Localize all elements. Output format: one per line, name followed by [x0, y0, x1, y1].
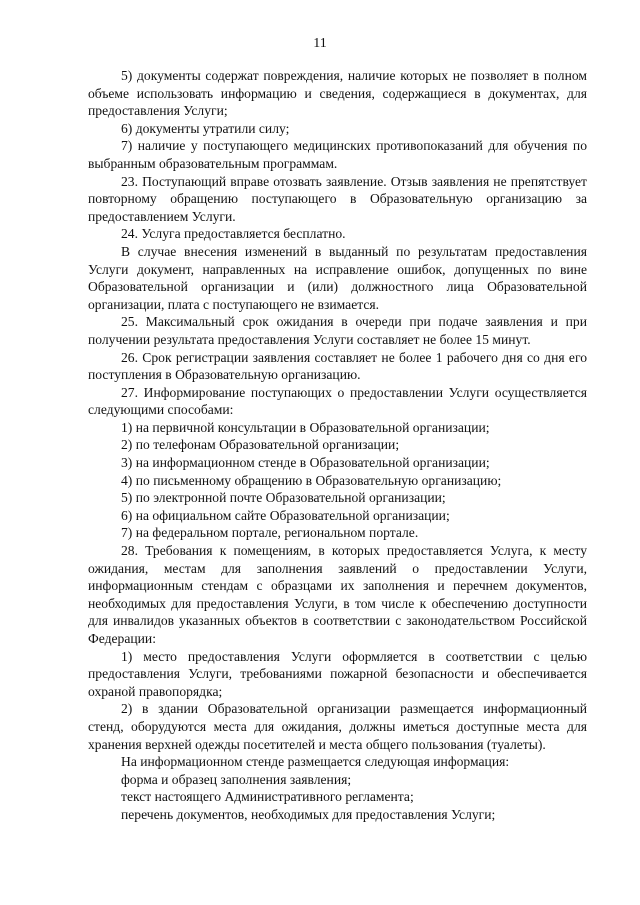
paragraph-28: 28. Требования к помещениям, в которых предоставляется Услуга, к месту ожидания, местам для заполнения заявлений о предоставлении Услуги, информационным стендам с образцами их заполнения и перечнем документов, необходимых для предоставления Услуги, в том числе к обеспечению доступности для инвалидов указанных объектов в соответствии с законодательством Российской Федерации:	[88, 543, 587, 646]
paragraph-reason-7: 7) наличие у поступающего медицинских противопоказаний для обучения по выбранным образовательным программам.	[88, 138, 587, 171]
page-number: 11	[313, 36, 327, 51]
list-item-info-2: 2) по телефонам Образовательной организации;	[121, 437, 400, 453]
list-item-info-7: 7) на федеральном портале, региональном портале.	[121, 525, 419, 541]
paragraph-23: 23. Поступающий вправе отозвать заявление. Отзыв заявления не препятствует повторному обращению поступающего в Образовательную организацию за предоставлением Услуги.	[88, 173, 587, 224]
paragraph-24: 24. Услуга предоставляется бесплатно.	[121, 226, 346, 242]
list-item-info-1: 1) на первичной консультации в Образовательной организации;	[121, 419, 490, 435]
document-body	[88, 67, 587, 824]
list-item-premises-1: 1) место предоставления Услуги оформляется в соответствии с целью предоставления Услуги, требованиями пожарной безопасности и обеспечивается охраной правопорядка;	[88, 648, 587, 699]
paragraph-info-stand: На информационном стенде размещается следующая информация:	[121, 754, 510, 770]
info-stand-item-regulation: текст настоящего Административного регламента;	[121, 789, 414, 805]
list-item-info-4: 4) по письменному обращению в Образовательную организацию;	[121, 472, 502, 488]
paragraph-24-fee: В случае внесения изменений в выданный по результатам предоставления Услуги документ, направленных на исправление ошибок, допущенных по вине Образовательной организации и (или) должностного лица Образовательной организации, плата с поступающего не взимается.	[88, 243, 587, 312]
paragraph-reason-6: 6) документы утратили силу;	[121, 120, 290, 136]
paragraph-reason-5: 5) документы содержат повреждения, наличие которых не позволяет в полном объеме использовать информацию и сведения, содержащиеся в документах, для предоставления Услуги;	[88, 68, 587, 119]
paragraph-26: 26. Срок регистрации заявления составляет не более 1 рабочего дня со дня его поступления в Образовательную организацию.	[88, 349, 587, 383]
list-item-info-5: 5) по электронной почте Образовательной организации;	[121, 490, 446, 506]
info-stand-item-form: форма и образец заполнения заявления;	[121, 771, 352, 787]
list-item-info-3: 3) на информационном стенде в Образовательной организации;	[121, 455, 490, 471]
list-item-premises-2: 2) в здании Образовательной организации размещается информационный стенд, оборудуются места для ожидания, должны иметься доступные места для хранения верхней одежды посетителей и места общего пользования (туалеты).	[88, 701, 587, 752]
list-item-info-6: 6) на официальном сайте Образовательной организации;	[121, 507, 450, 523]
paragraph-27: 27. Информирование поступающих о предоставлении Услуги осуществляется следующими способами:	[88, 384, 587, 418]
paragraph-25: 25. Максимальный срок ожидания в очереди при подаче заявления и при получении результата предоставления Услуги составляет не более 15 минут.	[88, 314, 587, 347]
info-stand-item-documents: перечень документов, необходимых для предоставления Услуги;	[121, 806, 496, 822]
